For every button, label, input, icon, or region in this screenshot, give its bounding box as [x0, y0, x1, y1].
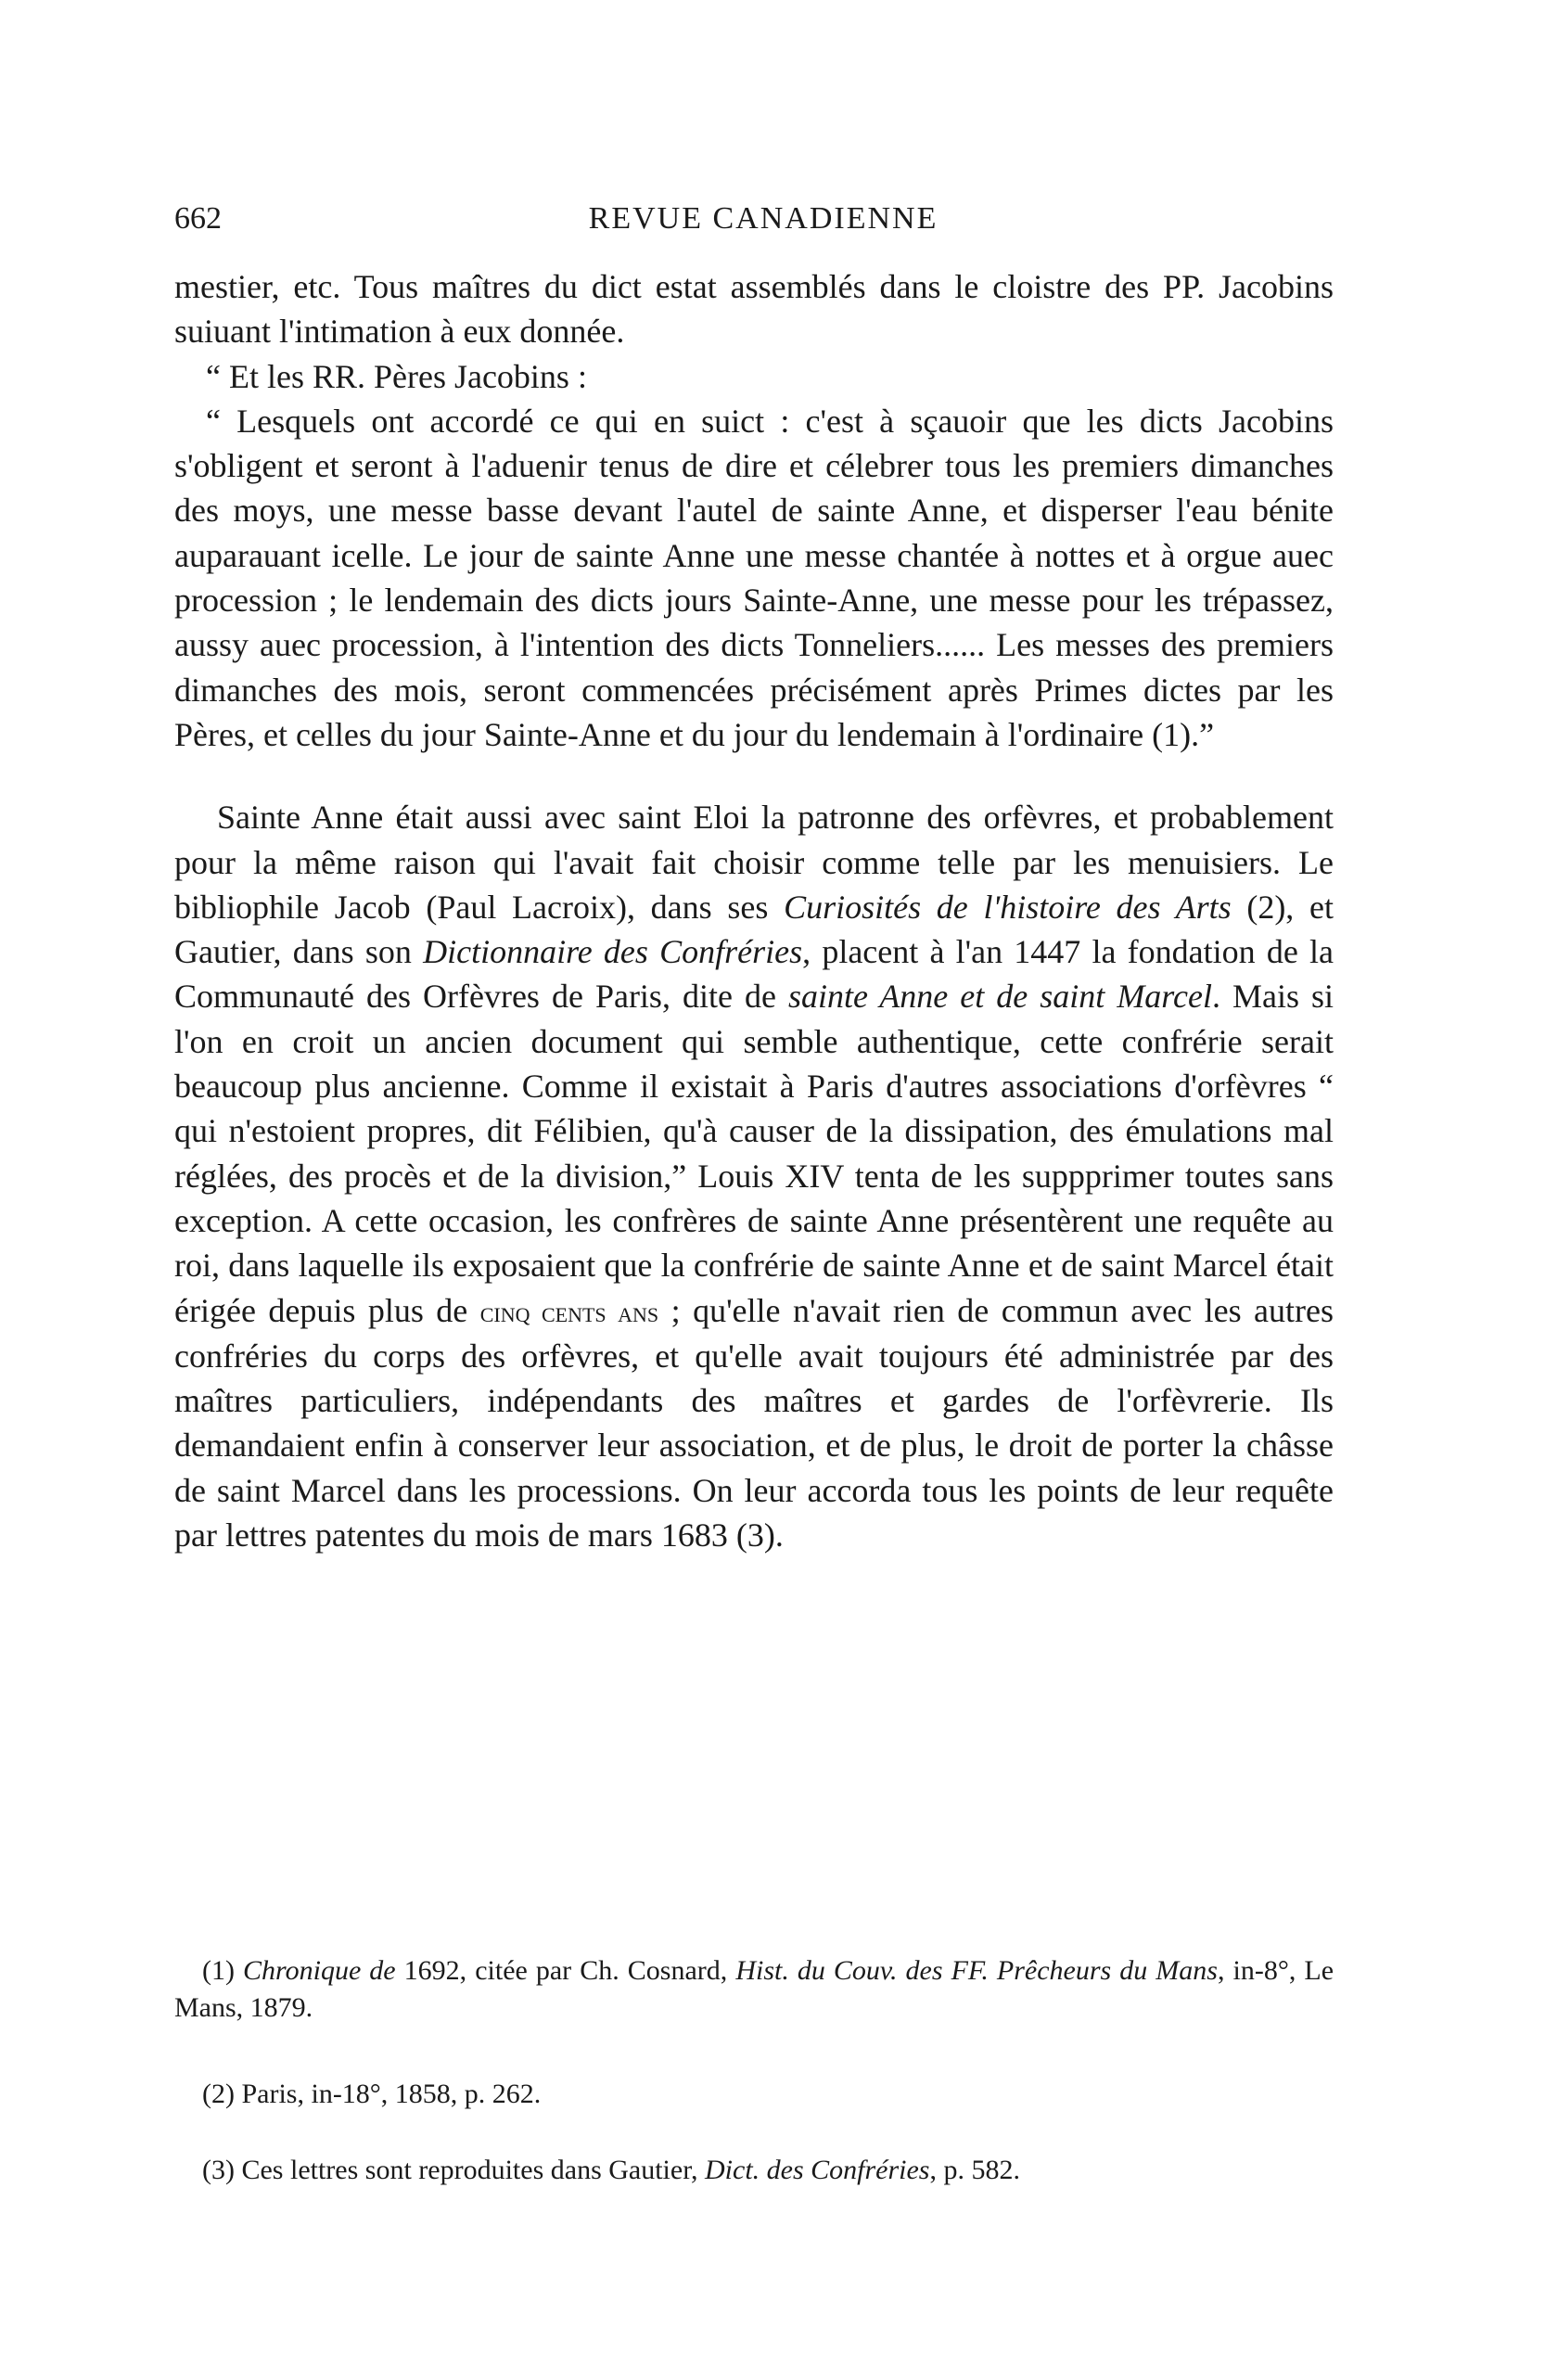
footnote-3-work: Dict. des Confréries	[705, 2155, 930, 2185]
paragraph-3-text: “ Lesquels ont accordé ce qui en suict : c'est à sçauoir que les dicts Jacobins s'obligent et seront à l'aduenir tenus de dire et célebrer tous les premiers dimanches des moys, une messe basse devant l'autel de sainte Anne, et disperser l'eau bénite auparauant icelle. Le jour de sainte Anne une messe chantée à nottes et à orgue auec procession ; le lendemain des dicts jours Sainte-Anne, une messe pour les trépassez, aussy auec procession, à l'intention des dicts Tonneliers...... Les messes des premiers dimanches des mois, seront commencées précisément après Primes dictes par les Pères, et celles du jour Sainte-Anne et du jour du lendemain à l'ordinaire (1).”	[174, 402, 1334, 753]
footnote-2	[174, 2076, 1334, 2113]
footnote-1-title: Chronique de	[243, 1955, 396, 1986]
footnote-2-text: (2) Paris, in-18°, 1858, p. 262.	[202, 2079, 542, 2109]
footnote-1-number: (1)	[202, 1955, 244, 1986]
paragraph-2	[174, 354, 1334, 399]
paragraph-1-text: mestier, etc. Tous maîtres du dict estat assemblés dans le cloistre des PP. Jacobins suiuant l'intimation à eux donnée.	[174, 268, 1334, 351]
footnote-1-text-b: , in-8°, Le Mans, 1879.	[174, 1955, 1334, 2023]
footnote-1	[174, 1952, 1334, 2027]
paragraph-4-text-c: , placent à l'an 1447 la fondation de la Communauté des Orfèvres de Paris, dite de	[174, 933, 1334, 1016]
body-text	[174, 264, 1334, 1557]
footnote-3-text-a: (3) Ces lettres sont reproduites dans Gautier,	[202, 2155, 705, 2185]
paragraph-4-text-a: Sainte Anne était aussi avec saint Eloi la patronne des orfèvres, et probablement pour la même raison qui l'avait fait choisir comme telle par les menuisiers. Le bibliophile Jacob (Paul Lacroix), dans ses	[174, 799, 1334, 926]
footnote-3-text-b: , p. 582.	[929, 2155, 1020, 2185]
paragraph-4	[174, 795, 1334, 1557]
footnotes	[174, 1952, 1334, 2189]
footnote-1-text-a: 1692, citée par Ch. Cosnard,	[395, 1955, 736, 1986]
title-curiosites: Curiosités de l'histoire des Arts	[784, 888, 1232, 926]
title-dictionnaire: Dictionnaire des Confréries	[423, 933, 803, 971]
paragraph-3	[174, 399, 1334, 757]
page-number: 662	[174, 201, 222, 236]
name-sainte-anne-saint-marcel: sainte Anne et de saint Marcel	[787, 978, 1212, 1016]
paragraph-2-text: “ Et les RR. Pères Jacobins :	[206, 357, 587, 395]
footnote-3	[174, 2152, 1334, 2189]
footnote-1-work: Hist. du Couv. des FF. Prêcheurs du Mans	[735, 1955, 1218, 1986]
paragraph-4-text-e: ; qu'elle n'avait rien de commun avec les autres confréries du corps des orfèvres, et qu'elle avait toujours été administrée par des maîtres particuliers, indépendants des maîtres et gardes de l'orfèvrerie. Ils demandaient enfin à conserver leur association, et de plus, le droit de porter la châsse de saint Marcel dans les processions. On leur accorda tous les points de leur requête par lettres patentes du mois de mars 1683 (3).	[174, 1291, 1334, 1555]
paragraph-4-text-b: (2), et Gautier, dans son	[174, 888, 1334, 971]
running-head: REVUE CANADIENNE	[588, 201, 938, 236]
page-header	[174, 190, 1334, 246]
paragraph-1	[174, 264, 1334, 354]
small-caps-cinq-cents-ans: cinq cents ans	[479, 1294, 659, 1328]
paragraph-4-text-d: . Mais si l'on en croit un ancien document qui semble authentique, cette confrérie serait beaucoup plus ancienne. Comme il existait à Paris d'autres associations d'orfèvres “ qui n'estoient propres, dit Félibien, qu'à causer de la dissipation, des émulations mal réglées, des procès et de la division,” Louis XIV tenta de les suppprimer toutes sans exception. A cette occasion, les confrères de sainte Anne présentèrent une requête au roi, dans laquelle ils exposaient que la confrérie de sainte Anne et de saint Marcel était érigée depuis plus de	[174, 978, 1334, 1329]
